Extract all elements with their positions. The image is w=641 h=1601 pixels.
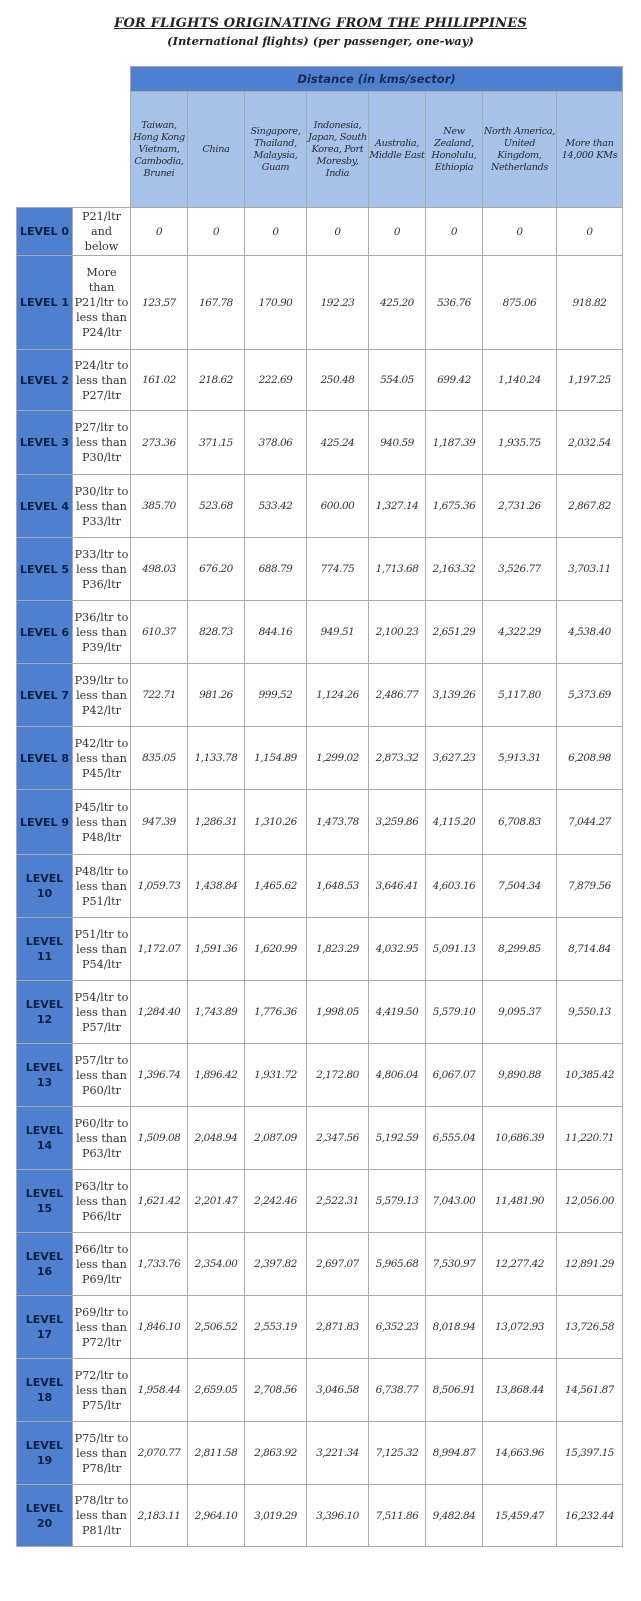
table-row — [17, 538, 623, 601]
surcharge-value: 2,397.82 — [245, 1233, 307, 1296]
surcharge-value: 1,713.68 — [369, 538, 426, 601]
surcharge-value: 0 — [188, 208, 245, 256]
destination-column-header: More than 14,000 KMs — [557, 92, 623, 208]
level-label: LEVEL 4 — [17, 475, 73, 538]
surcharge-value: 2,863.92 — [245, 1422, 307, 1485]
surcharge-value: 425.20 — [369, 256, 426, 350]
surcharge-value: 2,731.26 — [483, 475, 557, 538]
surcharge-value: 1,299.02 — [307, 727, 369, 790]
surcharge-value: 378.06 — [245, 411, 307, 475]
surcharge-value: 1,846.10 — [131, 1296, 188, 1359]
surcharge-value: 1,187.39 — [426, 411, 483, 475]
surcharge-value: 11,481.90 — [483, 1170, 557, 1233]
surcharge-value: 2,163.32 — [426, 538, 483, 601]
surcharge-value: 2,242.46 — [245, 1170, 307, 1233]
price-range: P51/ltr to less than P54/ltr — [73, 918, 131, 981]
surcharge-value: 5,965.68 — [369, 1233, 426, 1296]
surcharge-value: 949.51 — [307, 601, 369, 664]
price-range: P39/ltr to less than P42/ltr — [73, 664, 131, 727]
fuel-surcharge-table — [16, 66, 623, 1547]
distance-header-row — [17, 67, 623, 92]
surcharge-value: 222.69 — [245, 350, 307, 411]
surcharge-value: 774.75 — [307, 538, 369, 601]
surcharge-value: 4,538.40 — [557, 601, 623, 664]
surcharge-value: 16,232.44 — [557, 1485, 623, 1547]
surcharge-value: 5,579.10 — [426, 981, 483, 1044]
surcharge-value: 6,067.07 — [426, 1044, 483, 1107]
table-row — [17, 208, 623, 256]
surcharge-value: 981.26 — [188, 664, 245, 727]
table-body — [17, 208, 623, 1547]
level-label: LEVEL 2 — [17, 350, 73, 411]
level-label: LEVEL 6 — [17, 601, 73, 664]
table-row — [17, 256, 623, 350]
surcharge-value: 1,998.05 — [307, 981, 369, 1044]
surcharge-value: 722.71 — [131, 664, 188, 727]
destination-column-header: Taiwan, Hong Kong Vietnam, Cambodia, Brunei — [131, 92, 188, 208]
surcharge-value: 918.82 — [557, 256, 623, 350]
surcharge-value: 3,046.58 — [307, 1359, 369, 1422]
surcharge-value: 10,385.42 — [557, 1044, 623, 1107]
surcharge-value: 828.73 — [188, 601, 245, 664]
distance-header: Distance (in kms/sector) — [131, 67, 623, 92]
surcharge-value: 2,659.05 — [188, 1359, 245, 1422]
surcharge-value: 14,663.96 — [483, 1422, 557, 1485]
document-subtitle: (International flights) (per passenger, one-way) — [167, 34, 474, 48]
table-row — [17, 981, 623, 1044]
table-row — [17, 1107, 623, 1170]
surcharge-value: 7,504.34 — [483, 855, 557, 918]
surcharge-value: 6,208.98 — [557, 727, 623, 790]
surcharge-value: 2,183.11 — [131, 1485, 188, 1547]
surcharge-value: 2,172.80 — [307, 1044, 369, 1107]
table-row — [17, 1170, 623, 1233]
surcharge-value: 1,675.36 — [426, 475, 483, 538]
level-label: LEVEL 13 — [17, 1044, 73, 1107]
surcharge-value: 2,347.56 — [307, 1107, 369, 1170]
surcharge-value: 3,627.23 — [426, 727, 483, 790]
surcharge-value: 8,299.85 — [483, 918, 557, 981]
surcharge-value: 4,115.20 — [426, 790, 483, 855]
surcharge-value: 0 — [245, 208, 307, 256]
surcharge-value: 9,095.37 — [483, 981, 557, 1044]
surcharge-value: 8,714.84 — [557, 918, 623, 981]
surcharge-value: 3,221.34 — [307, 1422, 369, 1485]
surcharge-value: 2,811.58 — [188, 1422, 245, 1485]
surcharge-value: 9,550.13 — [557, 981, 623, 1044]
surcharge-value: 2,486.77 — [369, 664, 426, 727]
level-label: LEVEL 7 — [17, 664, 73, 727]
surcharge-value: 167.78 — [188, 256, 245, 350]
table-row — [17, 475, 623, 538]
surcharge-value: 3,019.29 — [245, 1485, 307, 1547]
level-label: LEVEL 14 — [17, 1107, 73, 1170]
surcharge-value: 10,686.39 — [483, 1107, 557, 1170]
surcharge-value: 2,708.56 — [245, 1359, 307, 1422]
corner-blank — [17, 67, 131, 208]
surcharge-value: 1,438.84 — [188, 855, 245, 918]
surcharge-value: 6,738.77 — [369, 1359, 426, 1422]
surcharge-value: 250.48 — [307, 350, 369, 411]
surcharge-value: 2,871.83 — [307, 1296, 369, 1359]
surcharge-value: 4,806.04 — [369, 1044, 426, 1107]
surcharge-value: 1,172.07 — [131, 918, 188, 981]
surcharge-value: 600.00 — [307, 475, 369, 538]
surcharge-value: 999.52 — [245, 664, 307, 727]
surcharge-value: 13,072.93 — [483, 1296, 557, 1359]
surcharge-value: 1,465.62 — [245, 855, 307, 918]
surcharge-value: 7,511.86 — [369, 1485, 426, 1547]
level-label: LEVEL 19 — [17, 1422, 73, 1485]
price-range: P69/ltr to less than P72/ltr — [73, 1296, 131, 1359]
surcharge-value: 2,651.29 — [426, 601, 483, 664]
surcharge-value: 498.03 — [131, 538, 188, 601]
surcharge-value: 8,506.91 — [426, 1359, 483, 1422]
surcharge-value: 1,509.08 — [131, 1107, 188, 1170]
level-label: LEVEL 18 — [17, 1359, 73, 1422]
surcharge-value: 554.05 — [369, 350, 426, 411]
price-range: P57/ltr to less than P60/ltr — [73, 1044, 131, 1107]
document-title: FOR FLIGHTS ORIGINATING FROM THE PHILIPPINES — [114, 16, 527, 31]
surcharge-value: 1,133.78 — [188, 727, 245, 790]
surcharge-value: 688.79 — [245, 538, 307, 601]
table-row — [17, 727, 623, 790]
surcharge-value: 12,891.29 — [557, 1233, 623, 1296]
price-range: P33/ltr to less than P36/ltr — [73, 538, 131, 601]
surcharge-value: 12,056.00 — [557, 1170, 623, 1233]
surcharge-value: 1,776.36 — [245, 981, 307, 1044]
price-range: P75/ltr to less than P78/ltr — [73, 1422, 131, 1485]
surcharge-value: 1,935.75 — [483, 411, 557, 475]
surcharge-value: 9,482.84 — [426, 1485, 483, 1547]
price-range: P66/ltr to less than P69/ltr — [73, 1233, 131, 1296]
surcharge-value: 4,603.16 — [426, 855, 483, 918]
surcharge-value: 2,867.82 — [557, 475, 623, 538]
price-range: P27/ltr to less than P30/ltr — [73, 411, 131, 475]
surcharge-value: 1,896.42 — [188, 1044, 245, 1107]
surcharge-value: 425.24 — [307, 411, 369, 475]
surcharge-value: 385.70 — [131, 475, 188, 538]
surcharge-value: 4,032.95 — [369, 918, 426, 981]
destination-column-header: Singapore, Thailand, Malaysia, Guam — [245, 92, 307, 208]
surcharge-value: 2,100.23 — [369, 601, 426, 664]
price-range: P63/ltr to less than P66/ltr — [73, 1170, 131, 1233]
table-row — [17, 918, 623, 981]
surcharge-value: 2,201.47 — [188, 1170, 245, 1233]
surcharge-value: 0 — [557, 208, 623, 256]
surcharge-value: 1,310.26 — [245, 790, 307, 855]
level-label: LEVEL 20 — [17, 1485, 73, 1547]
surcharge-value: 7,125.32 — [369, 1422, 426, 1485]
table-row — [17, 1485, 623, 1547]
surcharge-value: 875.06 — [483, 256, 557, 350]
surcharge-value: 1,733.76 — [131, 1233, 188, 1296]
level-label: LEVEL 1 — [17, 256, 73, 350]
surcharge-value: 0 — [131, 208, 188, 256]
destination-column-header: Indonesia, Japan, South Korea, Port Moresby, India — [307, 92, 369, 208]
surcharge-value: 11,220.71 — [557, 1107, 623, 1170]
surcharge-value: 699.42 — [426, 350, 483, 411]
table-row — [17, 1044, 623, 1107]
surcharge-value: 12,277.42 — [483, 1233, 557, 1296]
surcharge-value: 14,561.87 — [557, 1359, 623, 1422]
table-row — [17, 1296, 623, 1359]
surcharge-value: 5,579.13 — [369, 1170, 426, 1233]
level-label: LEVEL 0 — [17, 208, 73, 256]
level-label: LEVEL 10 — [17, 855, 73, 918]
price-range: P45/ltr to less than P48/ltr — [73, 790, 131, 855]
table-row — [17, 411, 623, 475]
surcharge-value: 1,621.42 — [131, 1170, 188, 1233]
surcharge-value: 3,703.11 — [557, 538, 623, 601]
level-label: LEVEL 17 — [17, 1296, 73, 1359]
price-range: P36/ltr to less than P39/ltr — [73, 601, 131, 664]
price-range: P78/ltr to less than P81/ltr — [73, 1485, 131, 1547]
surcharge-value: 5,373.69 — [557, 664, 623, 727]
surcharge-value: 8,018.94 — [426, 1296, 483, 1359]
level-label: LEVEL 5 — [17, 538, 73, 601]
surcharge-value: 947.39 — [131, 790, 188, 855]
level-label: LEVEL 3 — [17, 411, 73, 475]
surcharge-value: 6,555.04 — [426, 1107, 483, 1170]
surcharge-value: 1,140.24 — [483, 350, 557, 411]
table-row — [17, 1422, 623, 1485]
surcharge-value: 1,154.89 — [245, 727, 307, 790]
surcharge-value: 0 — [426, 208, 483, 256]
surcharge-value: 940.59 — [369, 411, 426, 475]
surcharge-value: 676.20 — [188, 538, 245, 601]
surcharge-value: 5,913.31 — [483, 727, 557, 790]
surcharge-value: 1,648.53 — [307, 855, 369, 918]
surcharge-value: 1,284.40 — [131, 981, 188, 1044]
surcharge-value: 6,352.23 — [369, 1296, 426, 1359]
surcharge-value: 1,591.36 — [188, 918, 245, 981]
surcharge-value: 2,354.00 — [188, 1233, 245, 1296]
surcharge-value: 1,620.99 — [245, 918, 307, 981]
surcharge-value: 371.15 — [188, 411, 245, 475]
level-label: LEVEL 15 — [17, 1170, 73, 1233]
surcharge-value: 1,327.14 — [369, 475, 426, 538]
surcharge-value: 6,708.83 — [483, 790, 557, 855]
surcharge-value: 3,139.26 — [426, 664, 483, 727]
price-range: P72/ltr to less than P75/ltr — [73, 1359, 131, 1422]
surcharge-value: 123.57 — [131, 256, 188, 350]
surcharge-value: 0 — [307, 208, 369, 256]
surcharge-value: 8,994.87 — [426, 1422, 483, 1485]
surcharge-value: 7,043.00 — [426, 1170, 483, 1233]
surcharge-value: 3,259.86 — [369, 790, 426, 855]
table-row — [17, 790, 623, 855]
level-label: LEVEL 9 — [17, 790, 73, 855]
surcharge-value: 170.90 — [245, 256, 307, 350]
table-row — [17, 350, 623, 411]
price-range: P30/ltr to less than P33/ltr — [73, 475, 131, 538]
surcharge-value: 1,931.72 — [245, 1044, 307, 1107]
surcharge-value: 4,322.29 — [483, 601, 557, 664]
surcharge-value: 3,646.41 — [369, 855, 426, 918]
surcharge-value: 192.23 — [307, 256, 369, 350]
destination-column-header: New Zealand, Honolulu, Ethiopia — [426, 92, 483, 208]
price-range: P24/ltr to less than P27/ltr — [73, 350, 131, 411]
surcharge-value: 15,397.15 — [557, 1422, 623, 1485]
surcharge-value: 2,873.32 — [369, 727, 426, 790]
surcharge-value: 13,726.58 — [557, 1296, 623, 1359]
surcharge-value: 1,823.29 — [307, 918, 369, 981]
surcharge-value: 2,087.09 — [245, 1107, 307, 1170]
table-row — [17, 855, 623, 918]
price-range: P60/ltr to less than P63/ltr — [73, 1107, 131, 1170]
surcharge-value: 5,091.13 — [426, 918, 483, 981]
surcharge-value: 9,890.88 — [483, 1044, 557, 1107]
surcharge-value: 1,124.26 — [307, 664, 369, 727]
surcharge-value: 2,048.94 — [188, 1107, 245, 1170]
surcharge-value: 7,530.97 — [426, 1233, 483, 1296]
surcharge-value: 2,070.77 — [131, 1422, 188, 1485]
surcharge-value: 610.37 — [131, 601, 188, 664]
price-range: More than P21/ltr to less than P24/ltr — [73, 256, 131, 350]
level-label: LEVEL 8 — [17, 727, 73, 790]
surcharge-value: 2,553.19 — [245, 1296, 307, 1359]
surcharge-value: 5,117.80 — [483, 664, 557, 727]
price-range: P54/ltr to less than P57/ltr — [73, 981, 131, 1044]
surcharge-value: 523.68 — [188, 475, 245, 538]
surcharge-value: 7,044.27 — [557, 790, 623, 855]
surcharge-value: 2,964.10 — [188, 1485, 245, 1547]
surcharge-value: 844.16 — [245, 601, 307, 664]
table-row — [17, 1359, 623, 1422]
surcharge-value: 1,059.73 — [131, 855, 188, 918]
surcharge-value: 15,459.47 — [483, 1485, 557, 1547]
surcharge-value: 1,396.74 — [131, 1044, 188, 1107]
price-range: P42/ltr to less than P45/ltr — [73, 727, 131, 790]
surcharge-value: 13,868.44 — [483, 1359, 557, 1422]
surcharge-value: 2,506.52 — [188, 1296, 245, 1359]
level-label: LEVEL 16 — [17, 1233, 73, 1296]
surcharge-value: 0 — [369, 208, 426, 256]
surcharge-value: 2,522.31 — [307, 1170, 369, 1233]
surcharge-value: 1,958.44 — [131, 1359, 188, 1422]
surcharge-value: 161.02 — [131, 350, 188, 411]
surcharge-value: 0 — [483, 208, 557, 256]
surcharge-value: 835.05 — [131, 727, 188, 790]
surcharge-value: 7,879.56 — [557, 855, 623, 918]
surcharge-value: 5,192.59 — [369, 1107, 426, 1170]
surcharge-value: 1,197.25 — [557, 350, 623, 411]
surcharge-value: 1,286.31 — [188, 790, 245, 855]
destination-column-header: Australia, Middle East — [369, 92, 426, 208]
surcharge-value: 536.76 — [426, 256, 483, 350]
surcharge-value: 533.42 — [245, 475, 307, 538]
destination-column-header: North America, United Kingdom, Netherlands — [483, 92, 557, 208]
price-range: P48/ltr to less than P51/ltr — [73, 855, 131, 918]
surcharge-value: 218.62 — [188, 350, 245, 411]
level-label: LEVEL 12 — [17, 981, 73, 1044]
surcharge-value: 2,697.07 — [307, 1233, 369, 1296]
surcharge-value: 3,526.77 — [483, 538, 557, 601]
surcharge-value: 273.36 — [131, 411, 188, 475]
table-row — [17, 1233, 623, 1296]
table-row — [17, 601, 623, 664]
surcharge-value: 3,396.10 — [307, 1485, 369, 1547]
table-row — [17, 664, 623, 727]
surcharge-value: 4,419.50 — [369, 981, 426, 1044]
surcharge-value: 2,032.54 — [557, 411, 623, 475]
level-label: LEVEL 11 — [17, 918, 73, 981]
price-range: P21/ltr and below — [73, 208, 131, 256]
surcharge-value: 1,743.89 — [188, 981, 245, 1044]
surcharge-value: 1,473.78 — [307, 790, 369, 855]
destination-column-header: China — [188, 92, 245, 208]
